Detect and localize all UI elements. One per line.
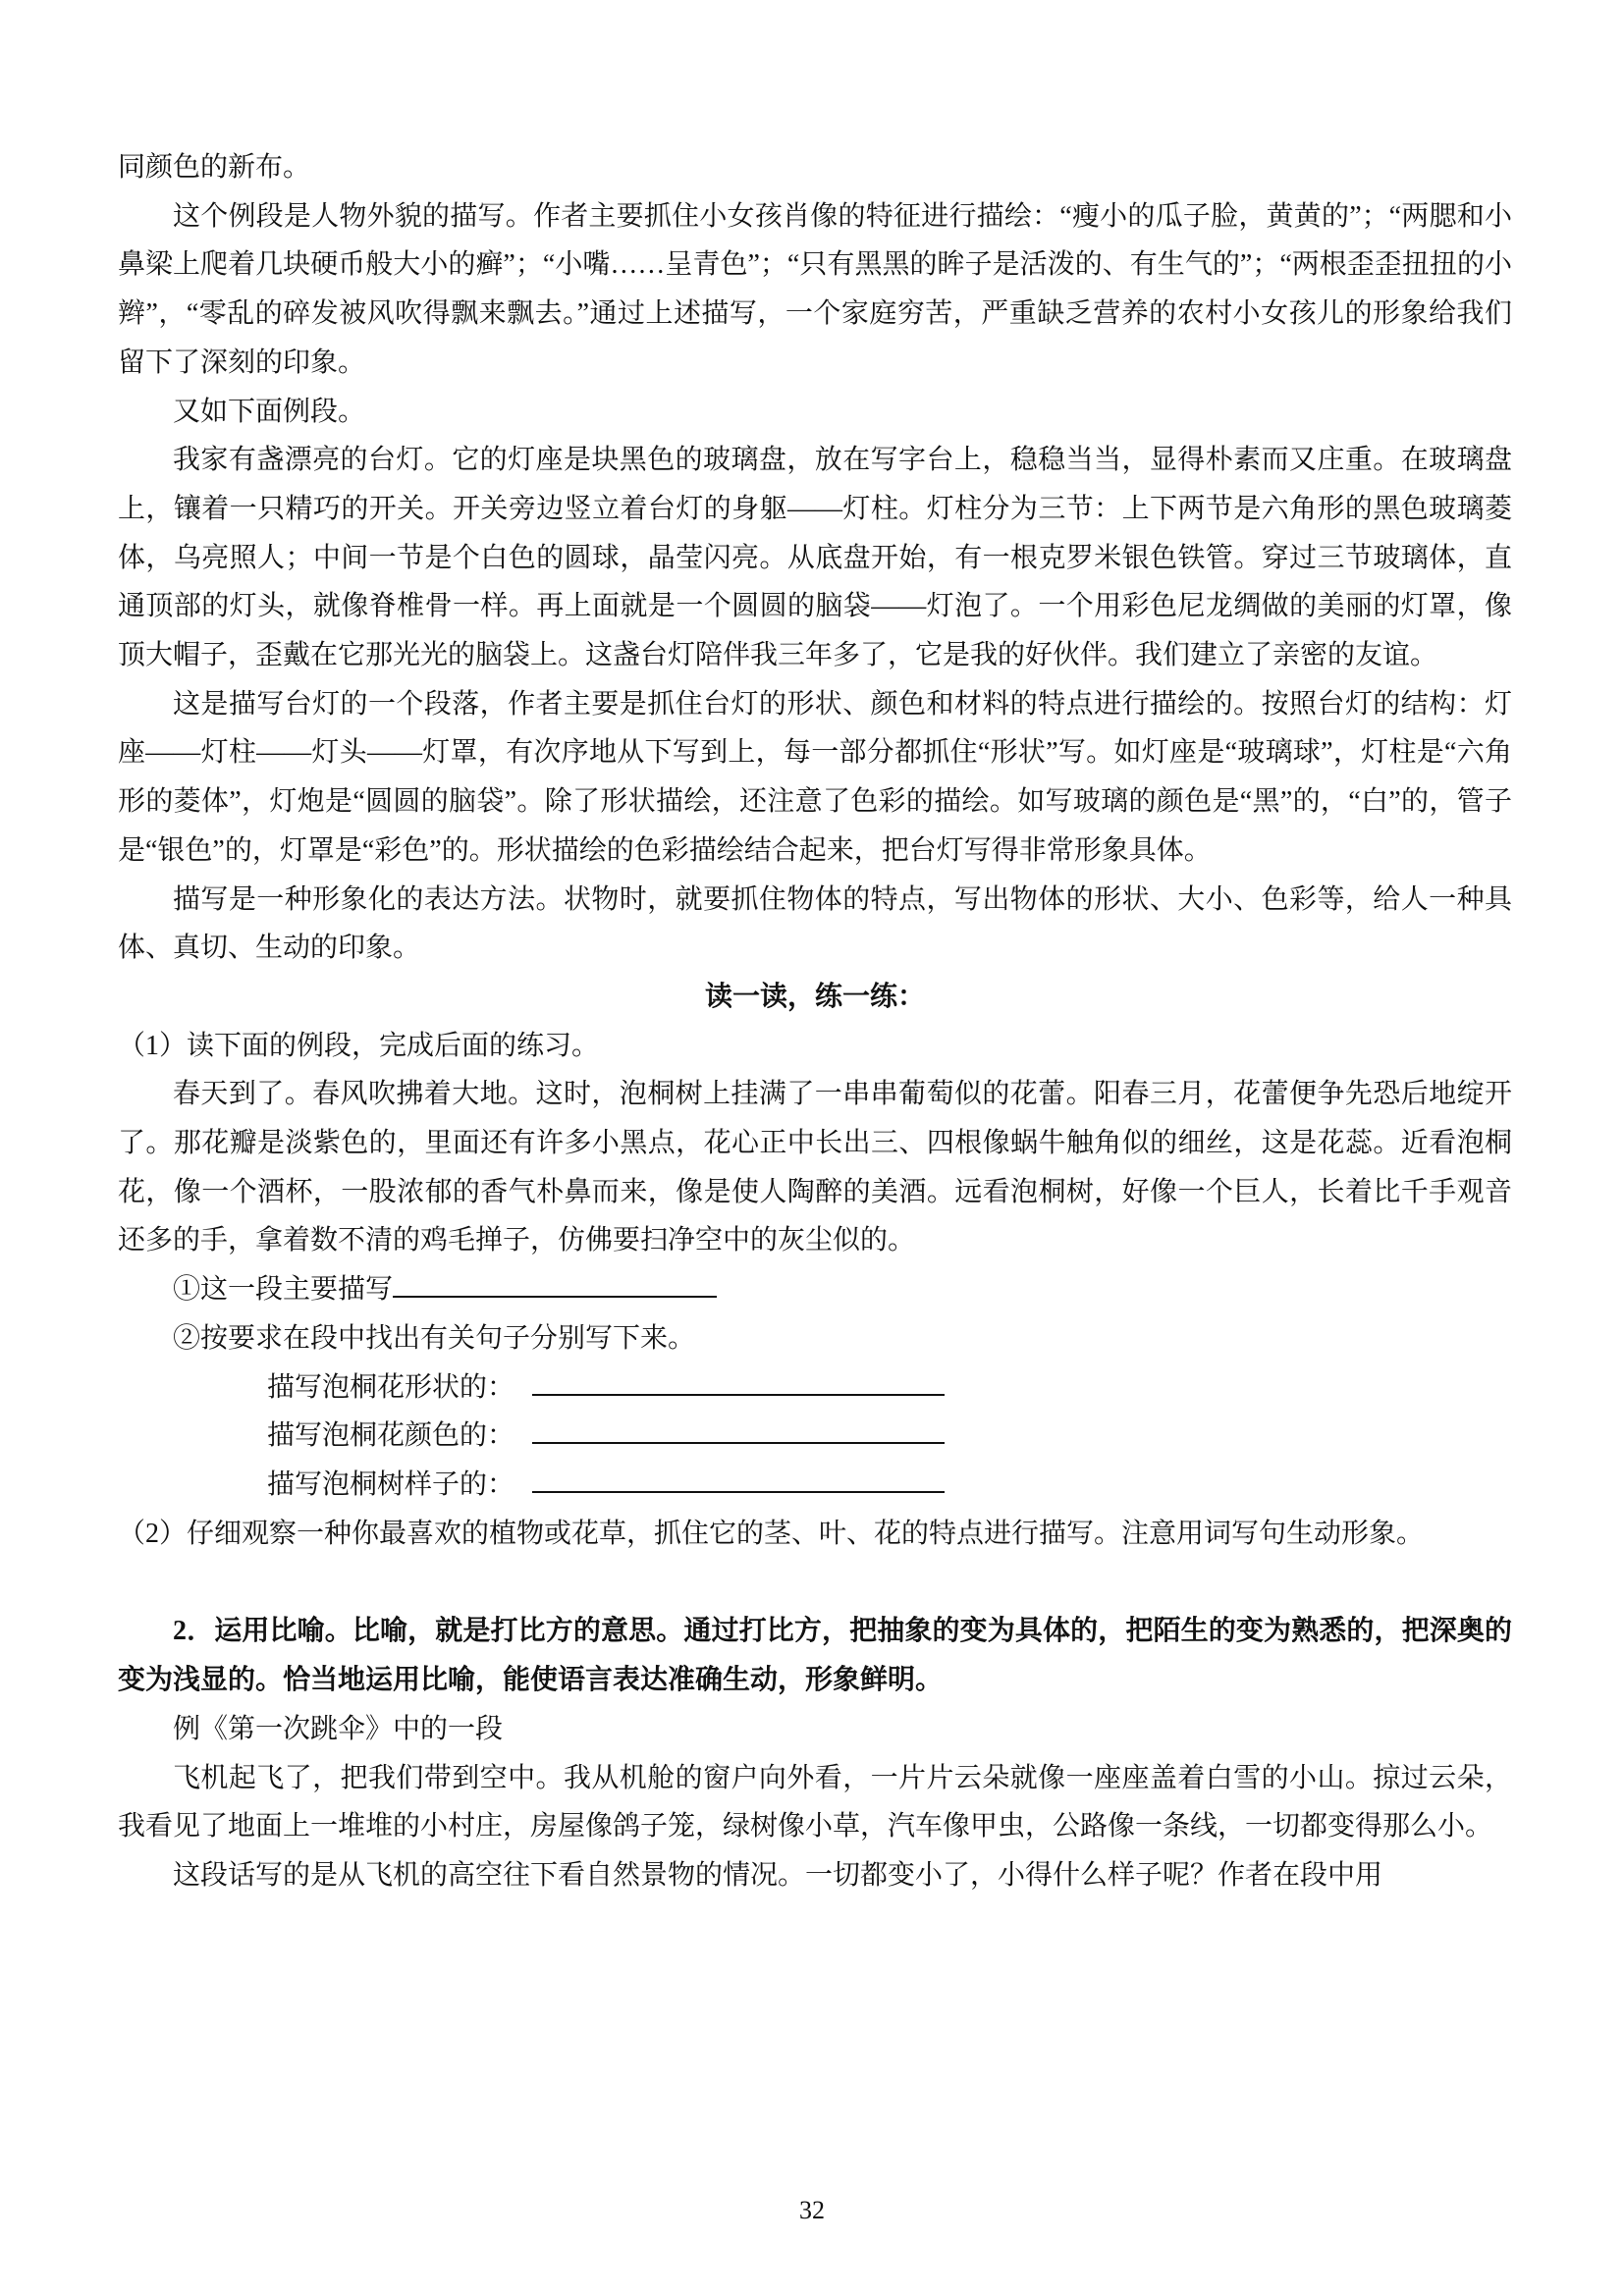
fill-line-shape-label: 描写泡桐花形状的： bbox=[267, 1371, 515, 1403]
continuation-line: 同颜色的新布。 bbox=[118, 152, 311, 183]
exercise-1-intro: （1）读下面的例段，完成后面的练习。 bbox=[118, 1030, 600, 1061]
description-summary-paragraph: 描写是一种形象化的表达方法。状物时，就要抓住物体的特点，写出物体的形状、大小、色彩等，给人一种具体、真切、生动的印象。 bbox=[118, 883, 1512, 964]
exercise-2: （2）仔细观察一种你最喜欢的植物或花草，抓住它的茎、叶、花的特点进行描写。注意用词写句生动形象。 bbox=[118, 1518, 1425, 1549]
exercise-heading: 读一读，练一练： bbox=[704, 981, 925, 1012]
portrait-analysis-paragraph: 这个例段是人物外貌的描写。作者主要抓住小女孩肖像的特征进行描绘：“瘦小的瓜子脸，黄黄的”；“两腮和小鼻梁上爬着几块硬币般大小的癣”；“小嘴……呈青色”；“只有黑黑的眸子是活泼的、有生气的”；“两根歪歪扭扭的小辫”，“零乱的碎发被风吹得飘来飘去。”通过上述描写，一个家庭穷苦，严重缺乏营养的农村小女孩儿的形象给我们留下了深刻的印象。 bbox=[118, 200, 1512, 378]
fill-line-tree bbox=[118, 1461, 1512, 1510]
paulownia-passage: 春天到了。春风吹拂着大地。这时，泡桐树上挂满了一串串葡萄似的花蕾。阳春三月，花蕾便争先恐后地绽开了。那花瓣是淡紫色的，里面还有许多小黑点，花心正中长出三、四根像蜗牛触角似的细丝，这是花蕊。近看泡桐花，像一个酒杯，一股浓郁的香气朴鼻而来，像是使人陶醉的美酒。远看泡桐树，好像一个巨人，长着比千手观音还多的手，拿着数不清的鸡毛掸子，仿佛要扫净空中的灰尘似的。 bbox=[118, 1079, 1512, 1256]
lamp-analysis-paragraph: 这是描写台灯的一个段落，作者主要是抓住台灯的形状、颜色和材料的特点进行描绘的。按照台灯的结构：灯座——灯柱——灯头——灯罩，有次序地从下写到上，每一部分都抓住“形状”写。如灯座是“玻璃球”，灯柱是“六角形的菱体”，灯炮是“圆圆的脑袋”。除了形状描绘，还注意了色彩的描绘。如写玻璃的颜色是“黑”的，“白”的，管子是“银色”的，灯罩是“彩色”的。形状描绘的色彩描绘结合起来，把台灯写得非常形象具体。 bbox=[118, 688, 1512, 866]
question-1 bbox=[118, 1265, 1512, 1314]
fill-in-blank-main bbox=[393, 1270, 717, 1298]
page-number: 32 bbox=[799, 2196, 825, 2224]
fill-line-color-label: 描写泡桐花颜色的： bbox=[267, 1420, 515, 1452]
lamp-example-paragraph: 我家有盏漂亮的台灯。它的灯座是块黑色的玻璃盘，放在写字台上，稳稳当当，显得朴素而又庄重。在玻璃盘上，镶着一只精巧的开关。开关旁边竖立着台灯的身躯——灯柱。灯柱分为三节：上下两节是六角形的黑色玻璃菱体，乌亮照人；中间一节是个白色的圆球，晶莹闪亮。从底盘开始，有一根克罗米银色铁管。穿过三节玻璃体，直通顶部的灯头，就像脊椎骨一样。再上面就是一个圆圆的脑袋——灯泡了。一个用彩色尼龙绸做的美丽的灯罩，像顶大帽子，歪戴在它那光光的脑袋上。这盏台灯陪伴我三年多了，它是我的好伙伴。我们建立了亲密的友谊。 bbox=[118, 445, 1512, 671]
fill-line-tree-label: 描写泡桐树样子的： bbox=[267, 1468, 515, 1500]
fill-in-blank-color bbox=[532, 1416, 945, 1444]
page-content bbox=[118, 143, 1512, 1900]
metaphor-rule-paragraph: 2．运用比喻。比喻，就是打比方的意思。通过打比方，把抽象的变为具体的，把陌生的变为熟悉的，把深奥的变为浅显的。恰当地运用比喻，能使语言表达准确生动，形象鲜明。 bbox=[118, 1616, 1512, 1696]
example-intro-line: 又如下面例段。 bbox=[173, 396, 366, 427]
fill-in-blank-tree bbox=[532, 1466, 945, 1493]
parachute-example-intro: 例《第一次跳伞》中的一段 bbox=[173, 1713, 504, 1744]
fill-line-shape bbox=[118, 1363, 1512, 1413]
closing-paragraph: 这段话写的是从飞机的高空往下看自然景物的情况。一切都变小了，小得什么样子呢？作者在段中用 bbox=[173, 1859, 1383, 1891]
question-1-label: ①这一段主要描写 bbox=[173, 1274, 394, 1306]
fill-line-color bbox=[118, 1412, 1512, 1461]
fill-in-blank-shape bbox=[532, 1368, 945, 1396]
question-2: ②按要求在段中找出有关句子分别写下来。 bbox=[173, 1322, 696, 1354]
parachute-passage: 飞机起飞了，把我们带到空中。我从机舱的窗户向外看，一片片云朵就像一座座盖着白雪的小山。掠过云朵，我看见了地面上一堆堆的小村庄，房屋像鸽子笼，绿树像小草，汽车像甲虫，公路像一条线，一切都变得那么小。 bbox=[118, 1762, 1512, 1842]
